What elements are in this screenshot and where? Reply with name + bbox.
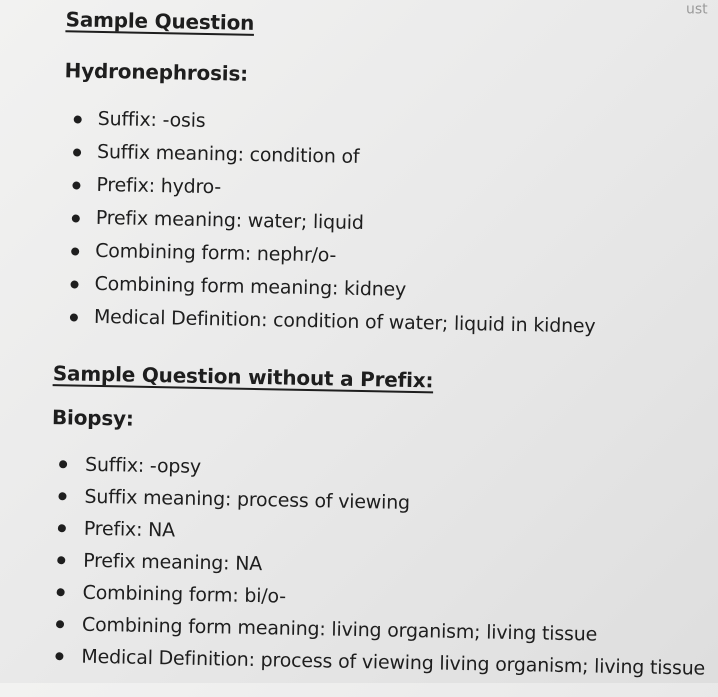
bullet-icon	[72, 181, 80, 189]
item-text: Combining form meaning: kidney	[94, 272, 407, 301]
item-text: Prefix: hydro-	[96, 173, 222, 199]
bullet-icon	[71, 247, 79, 255]
bullet-icon	[58, 492, 66, 500]
sample-question-section	[0, 6, 680, 345]
bullet-icon	[73, 148, 81, 156]
bullet-icon	[72, 214, 80, 222]
item-text: Suffix meaning: condition of	[96, 140, 360, 168]
bullet-icon	[55, 652, 63, 660]
item-text: Prefix: NA	[83, 517, 176, 542]
bullet-icon	[58, 524, 66, 532]
sample-question-no-prefix-section	[0, 360, 706, 684]
item-text: Combining form: bi/o-	[82, 581, 287, 608]
term-title: Biopsy:	[51, 405, 134, 431]
section-heading: Sample Question without a Prefix:	[52, 361, 434, 393]
bullet-icon	[57, 588, 65, 596]
bullet-icon	[74, 115, 82, 123]
bullet-icon	[59, 460, 67, 468]
section-heading: Sample Question	[65, 7, 255, 35]
item-text: Medical Definition: process of viewing living organism; living tissue	[81, 645, 706, 680]
item-text: Medical Definition: condition of water; liquid in kidney	[93, 305, 596, 338]
bullet-icon	[70, 313, 78, 321]
item-text: Combining form: nephr/o-	[94, 239, 337, 267]
item-text: Prefix meaning: water; liquid	[95, 206, 364, 235]
term-breakdown-list	[0, 447, 706, 684]
bullet-icon	[57, 556, 65, 564]
item-text: Suffix meaning: process of viewing	[84, 485, 411, 514]
term-title: Hydronephrosis:	[64, 58, 249, 86]
item-text: Combining form meaning: living organism; living tissue	[81, 613, 598, 646]
item-text: Suffix: -osis	[97, 107, 206, 132]
item-text: Prefix meaning: NA	[83, 549, 263, 576]
bullet-icon	[70, 280, 78, 288]
term-breakdown-list	[0, 101, 678, 345]
item-text: Suffix: -opsy	[84, 453, 202, 478]
bullet-icon	[56, 620, 64, 628]
corner-fragment: ust	[686, 1, 708, 18]
